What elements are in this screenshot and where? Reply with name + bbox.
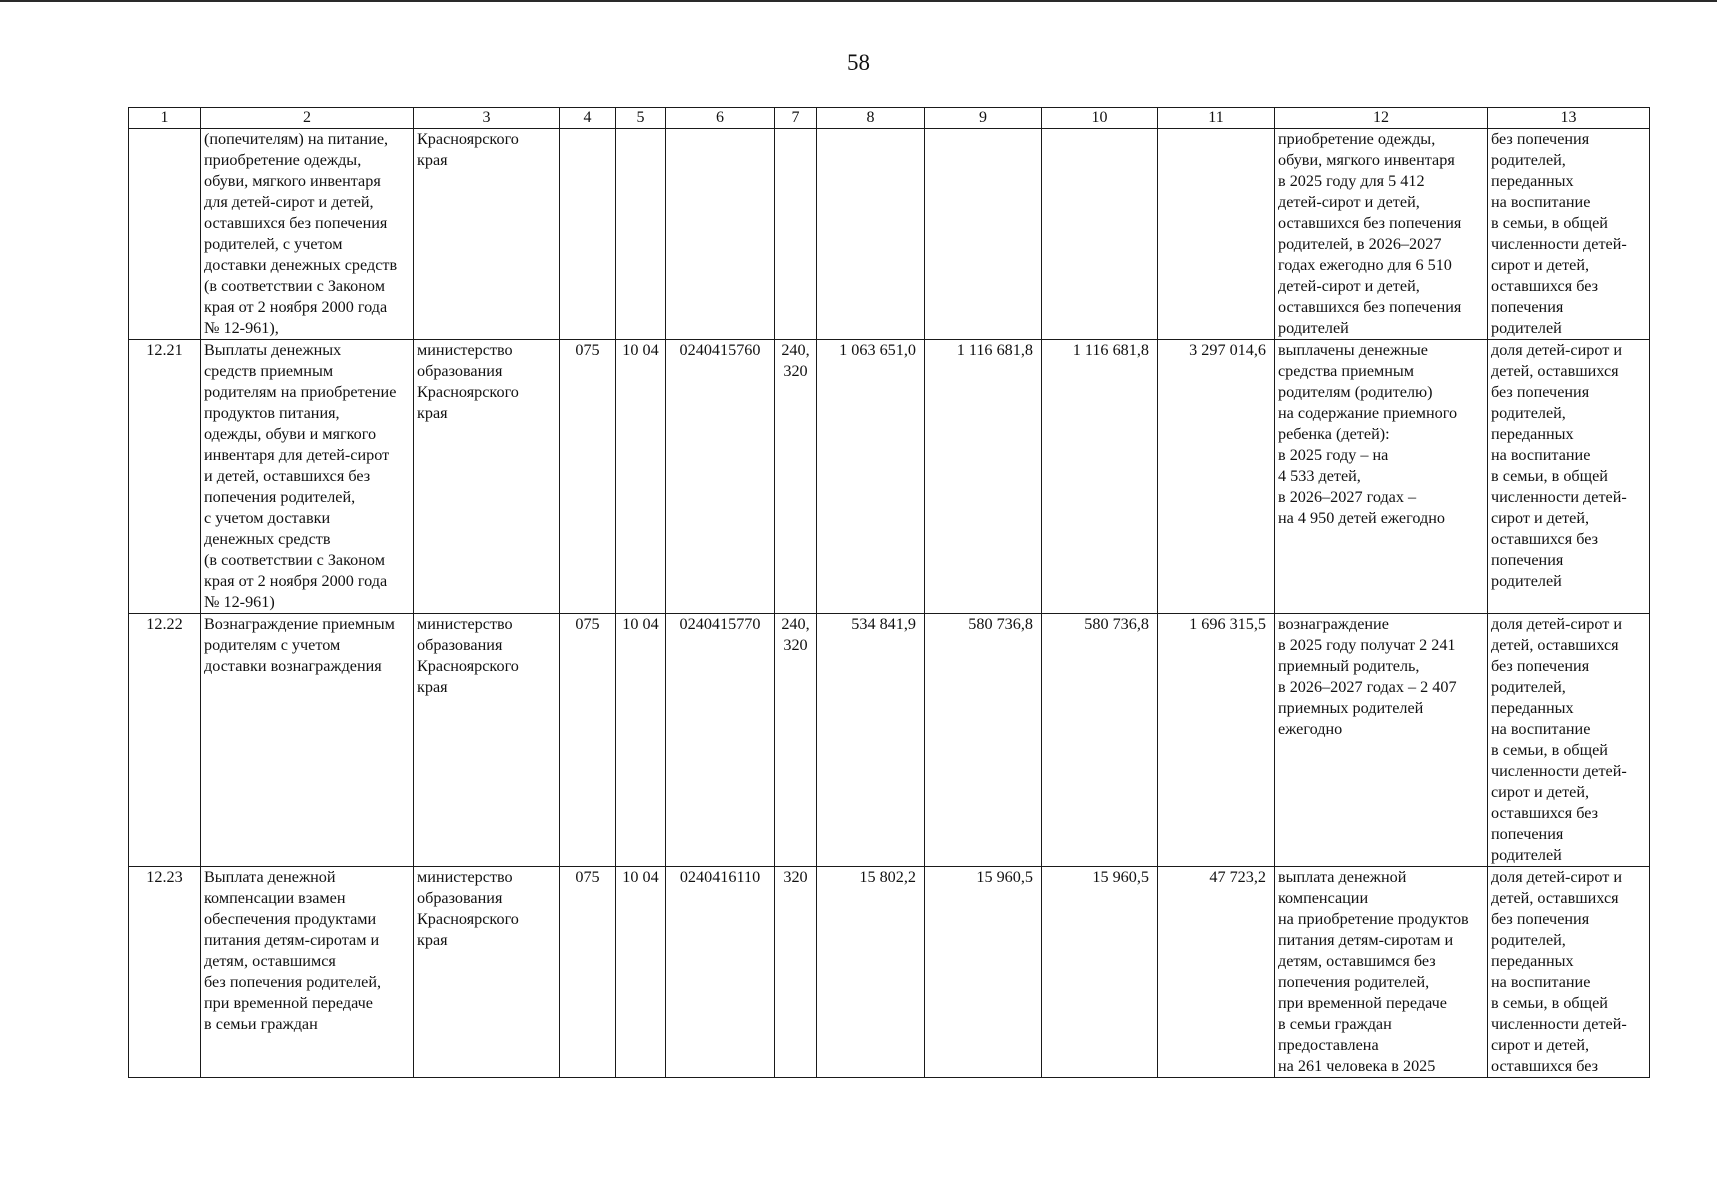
page-number: 58 (847, 50, 870, 75)
column-header-7: 7 (775, 108, 817, 129)
target-article-cell (666, 129, 775, 340)
column-header-2: 2 (201, 108, 414, 129)
amount-2025-cell: 1 063 651,0 (817, 340, 925, 614)
header-row (129, 108, 1650, 129)
event-name-cell: Выплата денежной компенсации взамен обеспечения продуктами питания детям-сиротам и детям, оставшимся без попечения родителей, при временной передаче в семьи граждан (201, 867, 414, 1078)
expected-result-cell: вознаграждение в 2025 году получат 2 241 приемный родитель, в 2026–2027 годах – 2 407 приемных родителей ежегодно (1275, 614, 1488, 867)
budget-table (128, 107, 1650, 1078)
grbs-code-cell: 075 (560, 340, 616, 614)
expense-type-cell: 240, 320 (775, 340, 817, 614)
table-row (129, 129, 1650, 340)
row-number-cell: 12.21 (129, 340, 201, 614)
amount-total-cell (1158, 129, 1275, 340)
column-header-12: 12 (1275, 108, 1488, 129)
column-header-1: 1 (129, 108, 201, 129)
budget-table-wrapper (128, 107, 1649, 1078)
table-body (129, 129, 1650, 1078)
expense-type-cell (775, 129, 817, 340)
executor-cell: министерство образования Красноярского края (414, 340, 560, 614)
indicator-cell: доля детей-сирот и детей, оставшихся без попечения родителей, переданных на воспитание в семьи, в общей численности детей- сирот и детей, оставшихся без попечения родителей (1488, 340, 1650, 614)
target-article-cell: 0240415760 (666, 340, 775, 614)
row-number-cell (129, 129, 201, 340)
amount-total-cell: 47 723,2 (1158, 867, 1275, 1078)
section-code-cell: 10 04 (616, 867, 666, 1078)
amount-total-cell: 1 696 315,5 (1158, 614, 1275, 867)
amount-2027-cell (1042, 129, 1158, 340)
column-header-8: 8 (817, 108, 925, 129)
event-name-cell: Вознаграждение приемным родителям с учетом доставки вознаграждения (201, 614, 414, 867)
amount-2026-cell (925, 129, 1042, 340)
amount-2025-cell: 15 802,2 (817, 867, 925, 1078)
grbs-code-cell (560, 129, 616, 340)
event-name-cell: (попечителям) на питание, приобретение одежды, обуви, мягкого инвентаря для детей-сирот и детей, оставшихся без попечения родителей, с учетом доставки денежных средств (в соответствии с Законом края от 2 ноября 2000 года № 12-961), (201, 129, 414, 340)
amount-2026-cell: 1 116 681,8 (925, 340, 1042, 614)
expense-type-cell: 320 (775, 867, 817, 1078)
indicator-cell: доля детей-сирот и детей, оставшихся без попечения родителей, переданных на воспитание в семьи, в общей численности детей- сирот и детей, оставшихся без (1488, 867, 1650, 1078)
amount-2025-cell (817, 129, 925, 340)
amount-2026-cell: 15 960,5 (925, 867, 1042, 1078)
column-header-9: 9 (925, 108, 1042, 129)
amount-2027-cell: 15 960,5 (1042, 867, 1158, 1078)
table-row (129, 614, 1650, 867)
row-number-cell: 12.22 (129, 614, 201, 867)
table-row (129, 340, 1650, 614)
section-code-cell (616, 129, 666, 340)
expected-result-cell: выплата денежной компенсации на приобретение продуктов питания детям-сиротам и детям, оставшимся без попечения родителей, при временной передаче в семьи граждан предоставлена на 261 человека в 2025 (1275, 867, 1488, 1078)
indicator-cell: без попечения родителей, переданных на воспитание в семьи, в общей численности детей- сирот и детей, оставшихся без попечения родителей (1488, 129, 1650, 340)
amount-2025-cell: 534 841,9 (817, 614, 925, 867)
column-header-5: 5 (616, 108, 666, 129)
indicator-cell: доля детей-сирот и детей, оставшихся без попечения родителей, переданных на воспитание в семьи, в общей численности детей- сирот и детей, оставшихся без попечения родителей (1488, 614, 1650, 867)
amount-2027-cell: 580 736,8 (1042, 614, 1158, 867)
section-code-cell: 10 04 (616, 614, 666, 867)
column-header-10: 10 (1042, 108, 1158, 129)
target-article-cell: 0240416110 (666, 867, 775, 1078)
column-header-4: 4 (560, 108, 616, 129)
executor-cell: министерство образования Красноярского края (414, 867, 560, 1078)
amount-2027-cell: 1 116 681,8 (1042, 340, 1158, 614)
column-header-3: 3 (414, 108, 560, 129)
column-header-6: 6 (666, 108, 775, 129)
executor-cell: министерство образования Красноярского края (414, 614, 560, 867)
scan-top-edge (0, 0, 1717, 2)
amount-2026-cell: 580 736,8 (925, 614, 1042, 867)
expected-result-cell: приобретение одежды, обуви, мягкого инвентаря в 2025 году для 5 412 детей-сирот и детей, оставшихся без попечения родителей, в 2026–2027 годах ежегодно для 6 510 детей-сирот и детей, оставшихся без попечения родителей (1275, 129, 1488, 340)
table-row (129, 867, 1650, 1078)
expense-type-cell: 240, 320 (775, 614, 817, 867)
column-header-11: 11 (1158, 108, 1275, 129)
grbs-code-cell: 075 (560, 867, 616, 1078)
section-code-cell: 10 04 (616, 340, 666, 614)
row-number-cell: 12.23 (129, 867, 201, 1078)
event-name-cell: Выплаты денежных средств приемным родителям на приобретение продуктов питания, одежды, обуви и мягкого инвентаря для детей-сирот и детей, оставшихся без попечения родителей, с учетом доставки денежных средств (в соответствии с Законом края от 2 ноября 2000 года № 12-961) (201, 340, 414, 614)
column-header-13: 13 (1488, 108, 1650, 129)
executor-cell: Красноярского края (414, 129, 560, 340)
target-article-cell: 0240415770 (666, 614, 775, 867)
grbs-code-cell: 075 (560, 614, 616, 867)
expected-result-cell: выплачены денежные средства приемным родителям (родителю) на содержание приемного ребенка (детей): в 2025 году – на 4 533 детей, в 2026–2027 годах – на 4 950 детей ежегодно (1275, 340, 1488, 614)
amount-total-cell: 3 297 014,6 (1158, 340, 1275, 614)
